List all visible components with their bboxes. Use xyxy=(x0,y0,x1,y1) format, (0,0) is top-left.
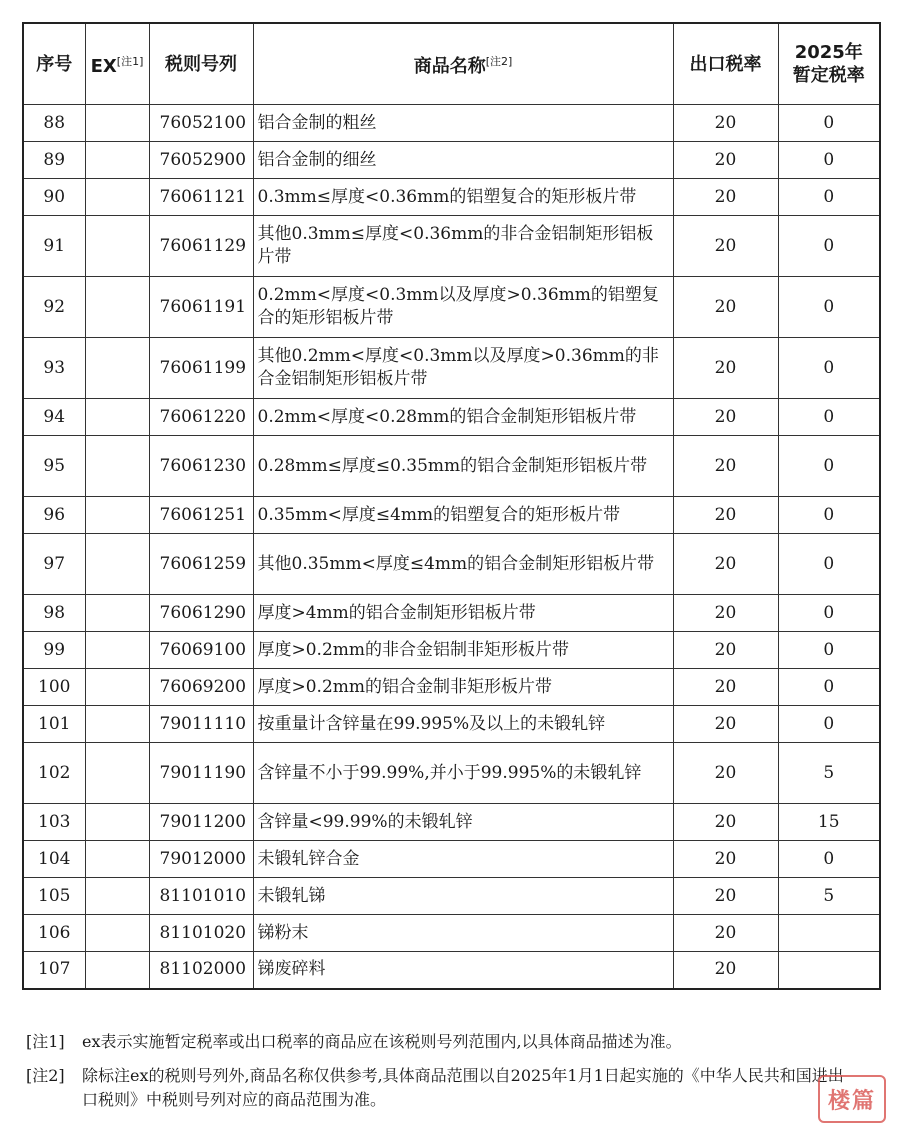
cell-code: 76061220 xyxy=(149,399,253,436)
cell-name: 厚度>0.2mm的铝合金制非矩形板片带 xyxy=(253,669,673,706)
cell-code: 76061230 xyxy=(149,436,253,497)
cell-ex xyxy=(85,804,149,841)
watermark-stamp: 楼篇 xyxy=(818,1075,886,1123)
cell-provisional-rate: 0 xyxy=(778,216,880,277)
cell-name: 0.35mm<厚度≤4mm的铝塑复合的矩形板片带 xyxy=(253,497,673,534)
header-export-rate: 出口税率 xyxy=(673,23,778,105)
table-row xyxy=(23,142,880,179)
cell-ex xyxy=(85,534,149,595)
cell-provisional-rate: 0 xyxy=(778,497,880,534)
cell-code: 79012000 xyxy=(149,841,253,878)
cell-name: 铝合金制的细丝 xyxy=(253,142,673,179)
cell-seq: 107 xyxy=(23,952,85,989)
cell-seq: 98 xyxy=(23,595,85,632)
cell-provisional-rate: 0 xyxy=(778,841,880,878)
cell-seq: 106 xyxy=(23,915,85,952)
table-row xyxy=(23,534,880,595)
cell-export-rate: 20 xyxy=(673,142,778,179)
cell-export-rate: 20 xyxy=(673,399,778,436)
cell-provisional-rate: 0 xyxy=(778,534,880,595)
table-row xyxy=(23,804,880,841)
cell-export-rate: 20 xyxy=(673,743,778,804)
cell-code: 76061129 xyxy=(149,216,253,277)
footnote-text: ex表示实施暂定税率或出口税率的商品应在该税则号列范围内,以具体商品描述为准。 xyxy=(82,1032,682,1051)
cell-name: 按重量计含锌量在99.995%及以上的未锻轧锌 xyxy=(253,706,673,743)
cell-code: 81102000 xyxy=(149,952,253,989)
cell-provisional-rate: 0 xyxy=(778,338,880,399)
cell-seq: 104 xyxy=(23,841,85,878)
cell-provisional-rate: 0 xyxy=(778,105,880,142)
cell-provisional-rate: 0 xyxy=(778,277,880,338)
cell-export-rate: 20 xyxy=(673,338,778,399)
cell-name: 厚度>4mm的铝合金制矩形铝板片带 xyxy=(253,595,673,632)
cell-export-rate: 20 xyxy=(673,804,778,841)
cell-name: 铝合金制的粗丝 xyxy=(253,105,673,142)
header-ex xyxy=(85,23,149,105)
cell-ex xyxy=(85,915,149,952)
cell-name: 其他0.35mm<厚度≤4mm的铝合金制矩形铝板片带 xyxy=(253,534,673,595)
cell-seq: 99 xyxy=(23,632,85,669)
cell-seq: 92 xyxy=(23,277,85,338)
cell-ex xyxy=(85,338,149,399)
cell-name: 锑废碎料 xyxy=(253,952,673,989)
footnote-text: 除标注ex的税则号列外,商品名称仅供参考,具体商品范围以自2025年1月1日起实施的《中华人民共和国进出口税则》中税则号列对应的商品范围为准。 xyxy=(82,1066,844,1109)
table-row xyxy=(23,706,880,743)
cell-provisional-rate xyxy=(778,952,880,989)
cell-code: 76061251 xyxy=(149,497,253,534)
cell-seq: 96 xyxy=(23,497,85,534)
header-name-note: [注2] xyxy=(485,55,513,68)
cell-export-rate: 20 xyxy=(673,497,778,534)
cell-code: 79011190 xyxy=(149,743,253,804)
cell-ex xyxy=(85,878,149,915)
cell-ex xyxy=(85,142,149,179)
cell-export-rate: 20 xyxy=(673,669,778,706)
table-row xyxy=(23,179,880,216)
cell-name: 含锌量<99.99%的未锻轧锌 xyxy=(253,804,673,841)
cell-seq: 90 xyxy=(23,179,85,216)
cell-name: 其他0.2mm<厚度<0.3mm以及厚度>0.36mm的非合金铝制矩形铝板片带 xyxy=(253,338,673,399)
cell-ex xyxy=(85,216,149,277)
cell-provisional-rate: 0 xyxy=(778,669,880,706)
cell-seq: 95 xyxy=(23,436,85,497)
table-row xyxy=(23,632,880,669)
cell-export-rate: 20 xyxy=(673,595,778,632)
cell-ex xyxy=(85,399,149,436)
footnote-tag: [注2] xyxy=(26,1066,65,1085)
cell-export-rate: 20 xyxy=(673,841,778,878)
cell-seq: 97 xyxy=(23,534,85,595)
table-row xyxy=(23,595,880,632)
table-header xyxy=(23,23,880,105)
cell-export-rate: 20 xyxy=(673,878,778,915)
table-row xyxy=(23,878,880,915)
cell-ex xyxy=(85,497,149,534)
cell-ex xyxy=(85,706,149,743)
cell-name: 锑粉末 xyxy=(253,915,673,952)
table-row xyxy=(23,338,880,399)
cell-provisional-rate: 0 xyxy=(778,142,880,179)
header-ex-label: EX xyxy=(90,56,117,77)
cell-code: 81101010 xyxy=(149,878,253,915)
table-body xyxy=(23,105,880,989)
table-row xyxy=(23,669,880,706)
cell-seq: 100 xyxy=(23,669,85,706)
cell-name: 未锻轧锑 xyxy=(253,878,673,915)
cell-provisional-rate: 0 xyxy=(778,706,880,743)
cell-provisional-rate: 0 xyxy=(778,179,880,216)
cell-export-rate: 20 xyxy=(673,277,778,338)
cell-export-rate: 20 xyxy=(673,952,778,989)
header-name-label: 商品名称 xyxy=(413,56,486,77)
cell-seq: 102 xyxy=(23,743,85,804)
table-row xyxy=(23,841,880,878)
table-row xyxy=(23,216,880,277)
footnote-1 xyxy=(26,1030,856,1054)
cell-provisional-rate: 0 xyxy=(778,399,880,436)
cell-export-rate: 20 xyxy=(673,534,778,595)
cell-seq: 101 xyxy=(23,706,85,743)
cell-seq: 93 xyxy=(23,338,85,399)
cell-export-rate: 20 xyxy=(673,179,778,216)
cell-name: 0.2mm<厚度<0.28mm的铝合金制矩形铝板片带 xyxy=(253,399,673,436)
cell-code: 76061191 xyxy=(149,277,253,338)
cell-ex xyxy=(85,436,149,497)
cell-ex xyxy=(85,277,149,338)
cell-provisional-rate: 15 xyxy=(778,804,880,841)
footnote-tag: [注1] xyxy=(26,1032,65,1051)
header-code: 税则号列 xyxy=(149,23,253,105)
cell-code: 76069200 xyxy=(149,669,253,706)
cell-name: 0.3mm≤厚度<0.36mm的铝塑复合的矩形板片带 xyxy=(253,179,673,216)
header-name xyxy=(253,23,673,105)
cell-ex xyxy=(85,105,149,142)
cell-name: 0.28mm≤厚度≤0.35mm的铝合金制矩形铝板片带 xyxy=(253,436,673,497)
cell-seq: 94 xyxy=(23,399,85,436)
cell-code: 76052100 xyxy=(149,105,253,142)
footnotes xyxy=(26,1030,856,1122)
cell-seq: 88 xyxy=(23,105,85,142)
cell-name: 0.2mm<厚度<0.3mm以及厚度>0.36mm的铝塑复合的矩形铝板片带 xyxy=(253,277,673,338)
cell-seq: 103 xyxy=(23,804,85,841)
header-seq: 序号 xyxy=(23,23,85,105)
table-row xyxy=(23,277,880,338)
cell-provisional-rate: 5 xyxy=(778,878,880,915)
cell-seq: 91 xyxy=(23,216,85,277)
cell-ex xyxy=(85,179,149,216)
cell-code: 76061199 xyxy=(149,338,253,399)
cell-name: 未锻轧锌合金 xyxy=(253,841,673,878)
cell-code: 81101020 xyxy=(149,915,253,952)
cell-name: 厚度>0.2mm的非合金铝制非矩形板片带 xyxy=(253,632,673,669)
table-row xyxy=(23,915,880,952)
cell-code: 79011200 xyxy=(149,804,253,841)
cell-ex xyxy=(85,595,149,632)
cell-export-rate: 20 xyxy=(673,105,778,142)
header-provisional-rate xyxy=(778,23,880,105)
cell-export-rate: 20 xyxy=(673,436,778,497)
header-provisional-line2: 暂定税率 xyxy=(792,65,865,86)
header-ex-note: [注1] xyxy=(116,55,144,68)
cell-export-rate: 20 xyxy=(673,632,778,669)
cell-ex xyxy=(85,952,149,989)
cell-name: 其他0.3mm≤厚度<0.36mm的非合金铝制矩形铝板片带 xyxy=(253,216,673,277)
cell-code: 76061259 xyxy=(149,534,253,595)
cell-code: 79011110 xyxy=(149,706,253,743)
table-row xyxy=(23,436,880,497)
cell-provisional-rate: 0 xyxy=(778,436,880,497)
cell-code: 76069100 xyxy=(149,632,253,669)
cell-ex xyxy=(85,669,149,706)
cell-provisional-rate: 0 xyxy=(778,595,880,632)
cell-provisional-rate: 0 xyxy=(778,632,880,669)
cell-export-rate: 20 xyxy=(673,915,778,952)
cell-code: 76061121 xyxy=(149,179,253,216)
table-row xyxy=(23,399,880,436)
cell-ex xyxy=(85,743,149,804)
cell-seq: 105 xyxy=(23,878,85,915)
table-row xyxy=(23,497,880,534)
table-row xyxy=(23,743,880,804)
table-row xyxy=(23,105,880,142)
cell-provisional-rate xyxy=(778,915,880,952)
cell-seq: 89 xyxy=(23,142,85,179)
tariff-table xyxy=(22,22,881,990)
cell-code: 76052900 xyxy=(149,142,253,179)
cell-name: 含锌量不小于99.99%,并小于99.995%的未锻轧锌 xyxy=(253,743,673,804)
cell-provisional-rate: 5 xyxy=(778,743,880,804)
cell-code: 76061290 xyxy=(149,595,253,632)
footnote-2 xyxy=(26,1064,856,1112)
cell-ex xyxy=(85,841,149,878)
table-row xyxy=(23,952,880,989)
cell-export-rate: 20 xyxy=(673,706,778,743)
cell-ex xyxy=(85,632,149,669)
header-provisional-line1: 2025年 xyxy=(794,42,863,63)
cell-export-rate: 20 xyxy=(673,216,778,277)
